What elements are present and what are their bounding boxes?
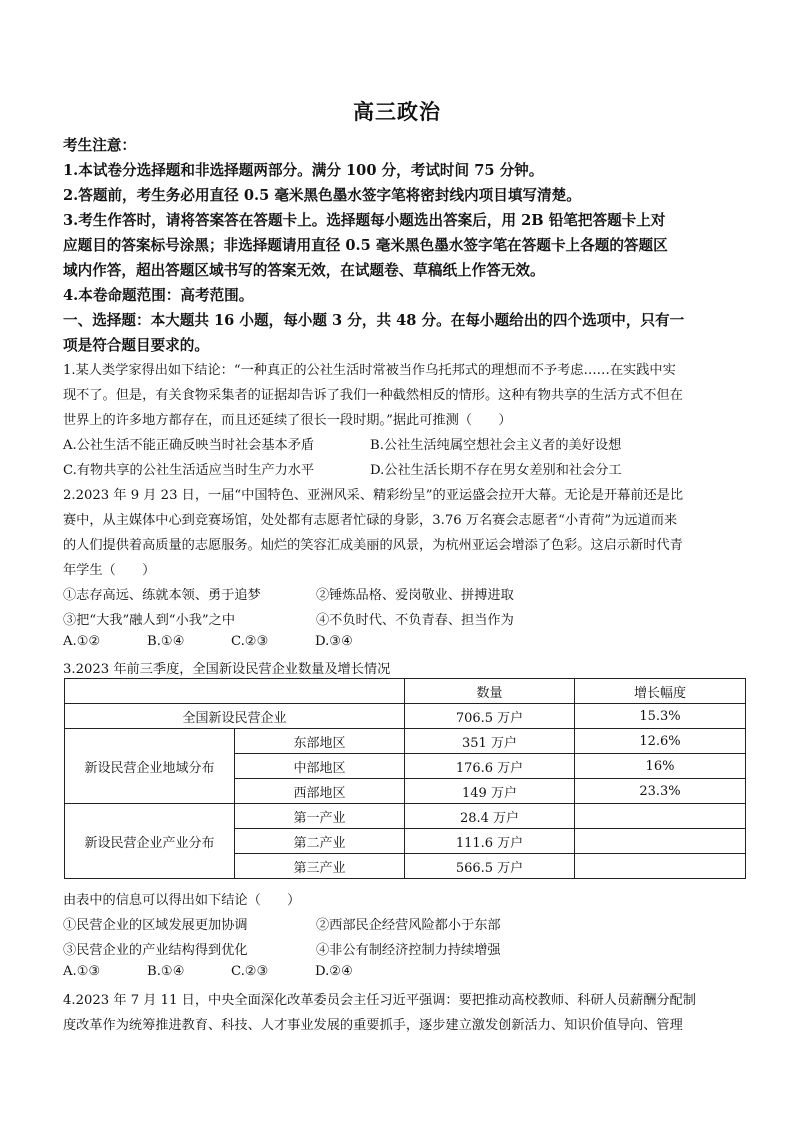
statement-item: ④不负时代、不负青春、担当作为 [316,613,514,628]
section-heading: 一、选择题：本大题共 16 小题，每小题 3 分，共 48 分。在每小题给出的四个选项中，只有一 [63,312,685,329]
question-text: 4.2023 年 7 月 11 日，中央全面深化改革委员会主任习近平强调：要把推动高校教师、科研人员薪酬分配制 [63,993,696,1008]
table-cell: 351 万户 [405,729,575,754]
table-cell: 第二产业 [235,829,405,854]
statement-item: ④非公有制经济控制力持续增强 [316,943,501,958]
option-b: B.公社生活纯属空想社会主义者的美好设想 [370,438,622,453]
option-a: A.公社生活不能正确反映当时社会基本矛盾 [63,438,315,453]
question-text: 度改革作为统筹推进教育、科技、人才事业发展的重要抓手，逐步建立激发创新活力、知识价值导向、管理 [63,1018,683,1033]
table-cell: 全国新设民营企业 [65,704,405,729]
choice-c: C.②③ [231,964,269,979]
table-caption: 3.2023 年前三季度，全国新设民营企业数量及增长情况 [63,662,391,677]
table-cell: 176.6 万户 [405,754,575,779]
table-cell: 中部地区 [235,754,405,779]
question-text: 1.某人类学家得出如下结论：“一种真正的公社生活时常被当作乌托邦式的理想而不予考虑……在实践中实 [63,363,676,378]
question-text: 年学生（ ） [63,563,156,578]
table-row [65,704,746,729]
choice-d: D.③④ [315,634,353,649]
table-header-cell [65,679,405,704]
choice-d: D.②④ [315,964,353,979]
choice-b: B.①④ [147,964,185,979]
statement-item: ①民营企业的区域发展更加协调 [63,918,248,933]
table-row [65,804,746,829]
table-cell: 566.5 万户 [405,854,575,879]
table-cell: 15.3% [575,704,746,729]
choice-a: A.①② [63,634,101,649]
notice-item: 1.本试卷分选择题和非选择题两部分。满分 100 分，考试时间 75 分钟。 [63,162,544,179]
statement-item: ②锤炼品格、爱岗敬业、拼搏进取 [316,588,514,603]
notice-item: 4.本卷命题范围：高考范围。 [63,287,254,304]
table-cell: 149 万户 [405,779,575,804]
table-cell: 706.5 万户 [405,704,575,729]
notice-item: 应题目的答案标号涂黑；非选择题请用直径 0.5 毫米黑色墨水签字笔在答题卡上各题的答题区 [63,237,668,254]
table-cell: 16% [575,754,746,779]
table-cell [575,829,746,854]
statement-item: ②西部民企经营风险都小于东部 [316,918,501,933]
choice-a: A.①③ [63,964,101,979]
choice-c: C.②③ [231,634,269,649]
option-d: D.公社生活长期不存在男女差别和社会分工 [370,463,622,478]
table-header-cell: 增长幅度 [575,679,746,704]
table-cell: 23.3% [575,779,746,804]
statement-item: ①志存高远、练就本领、勇于追梦 [63,588,261,603]
choice-b: B.①④ [147,634,185,649]
table-group-label: 新设民营企业产业分布 [65,804,235,879]
question-text: 的人们提供着高质量的志愿服务。灿烂的笑容汇成美丽的风景，为杭州亚运会增添了色彩。这启示新时代青 [63,538,683,553]
table-cell: 28.4 万户 [405,804,575,829]
page-title: 高三政治 [353,99,441,124]
table-cell: 第一产业 [235,804,405,829]
table-cell: 东部地区 [235,729,405,754]
question-text: 现不了。但是，有关食物采集者的证据却告诉了我们一种截然相反的情形。这种有物共享的生活方式不但在 [63,388,683,403]
table-cell [575,854,746,879]
table-row [65,729,746,754]
notice-item: 域内作答，超出答题区域书写的答案无效，在试题卷、草稿纸上作答无效。 [63,262,545,279]
notice-item: 3.考生作答时，请将答案答在答题卡上。选择题每小题选出答案后，用 2B 铅笔把答题卡上对 [63,212,666,229]
question-text: 赛中，从主媒体中心到竞赛场馆，处处都有志愿者忙碌的身影，3.76 万名赛会志愿者“小青荷”为远道而来 [63,513,678,528]
table-header-row [65,679,746,704]
table-group-label: 新设民营企业地域分布 [65,729,235,804]
statement-item: ③把“大我”融人到“小我”之中 [63,613,236,628]
section-heading: 项是符合题目要求的。 [63,337,209,354]
question-text: 由表中的信息可以得出如下结论（ ） [63,893,301,908]
statement-item: ③民营企业的产业结构得到优化 [63,943,248,958]
table-cell [575,804,746,829]
table-header-cell: 数量 [405,679,575,704]
notice-item: 2.答题前，考生务必用直径 0.5 毫米黑色墨水签字笔将密封线内项目填写清楚。 [63,187,581,204]
notice-heading: 考生注意： [63,137,136,154]
table-cell: 第三产业 [235,854,405,879]
table-cell: 西部地区 [235,779,405,804]
table-cell: 111.6 万户 [405,829,575,854]
enterprise-table [64,678,746,879]
question-text: 世界上的许多地方都存在，而且还延续了很长一段时期。”据此可推测（ ） [63,413,512,428]
table-cell: 12.6% [575,729,746,754]
option-c: C.有物共享的公社生活适应当时生产力水平 [63,463,315,478]
question-text: 2.2023 年 9 月 23 日，一届“中国特色、亚洲风采、精彩纷呈”的亚运盛会拉开大幕。无论是开幕前还是比 [63,488,684,503]
